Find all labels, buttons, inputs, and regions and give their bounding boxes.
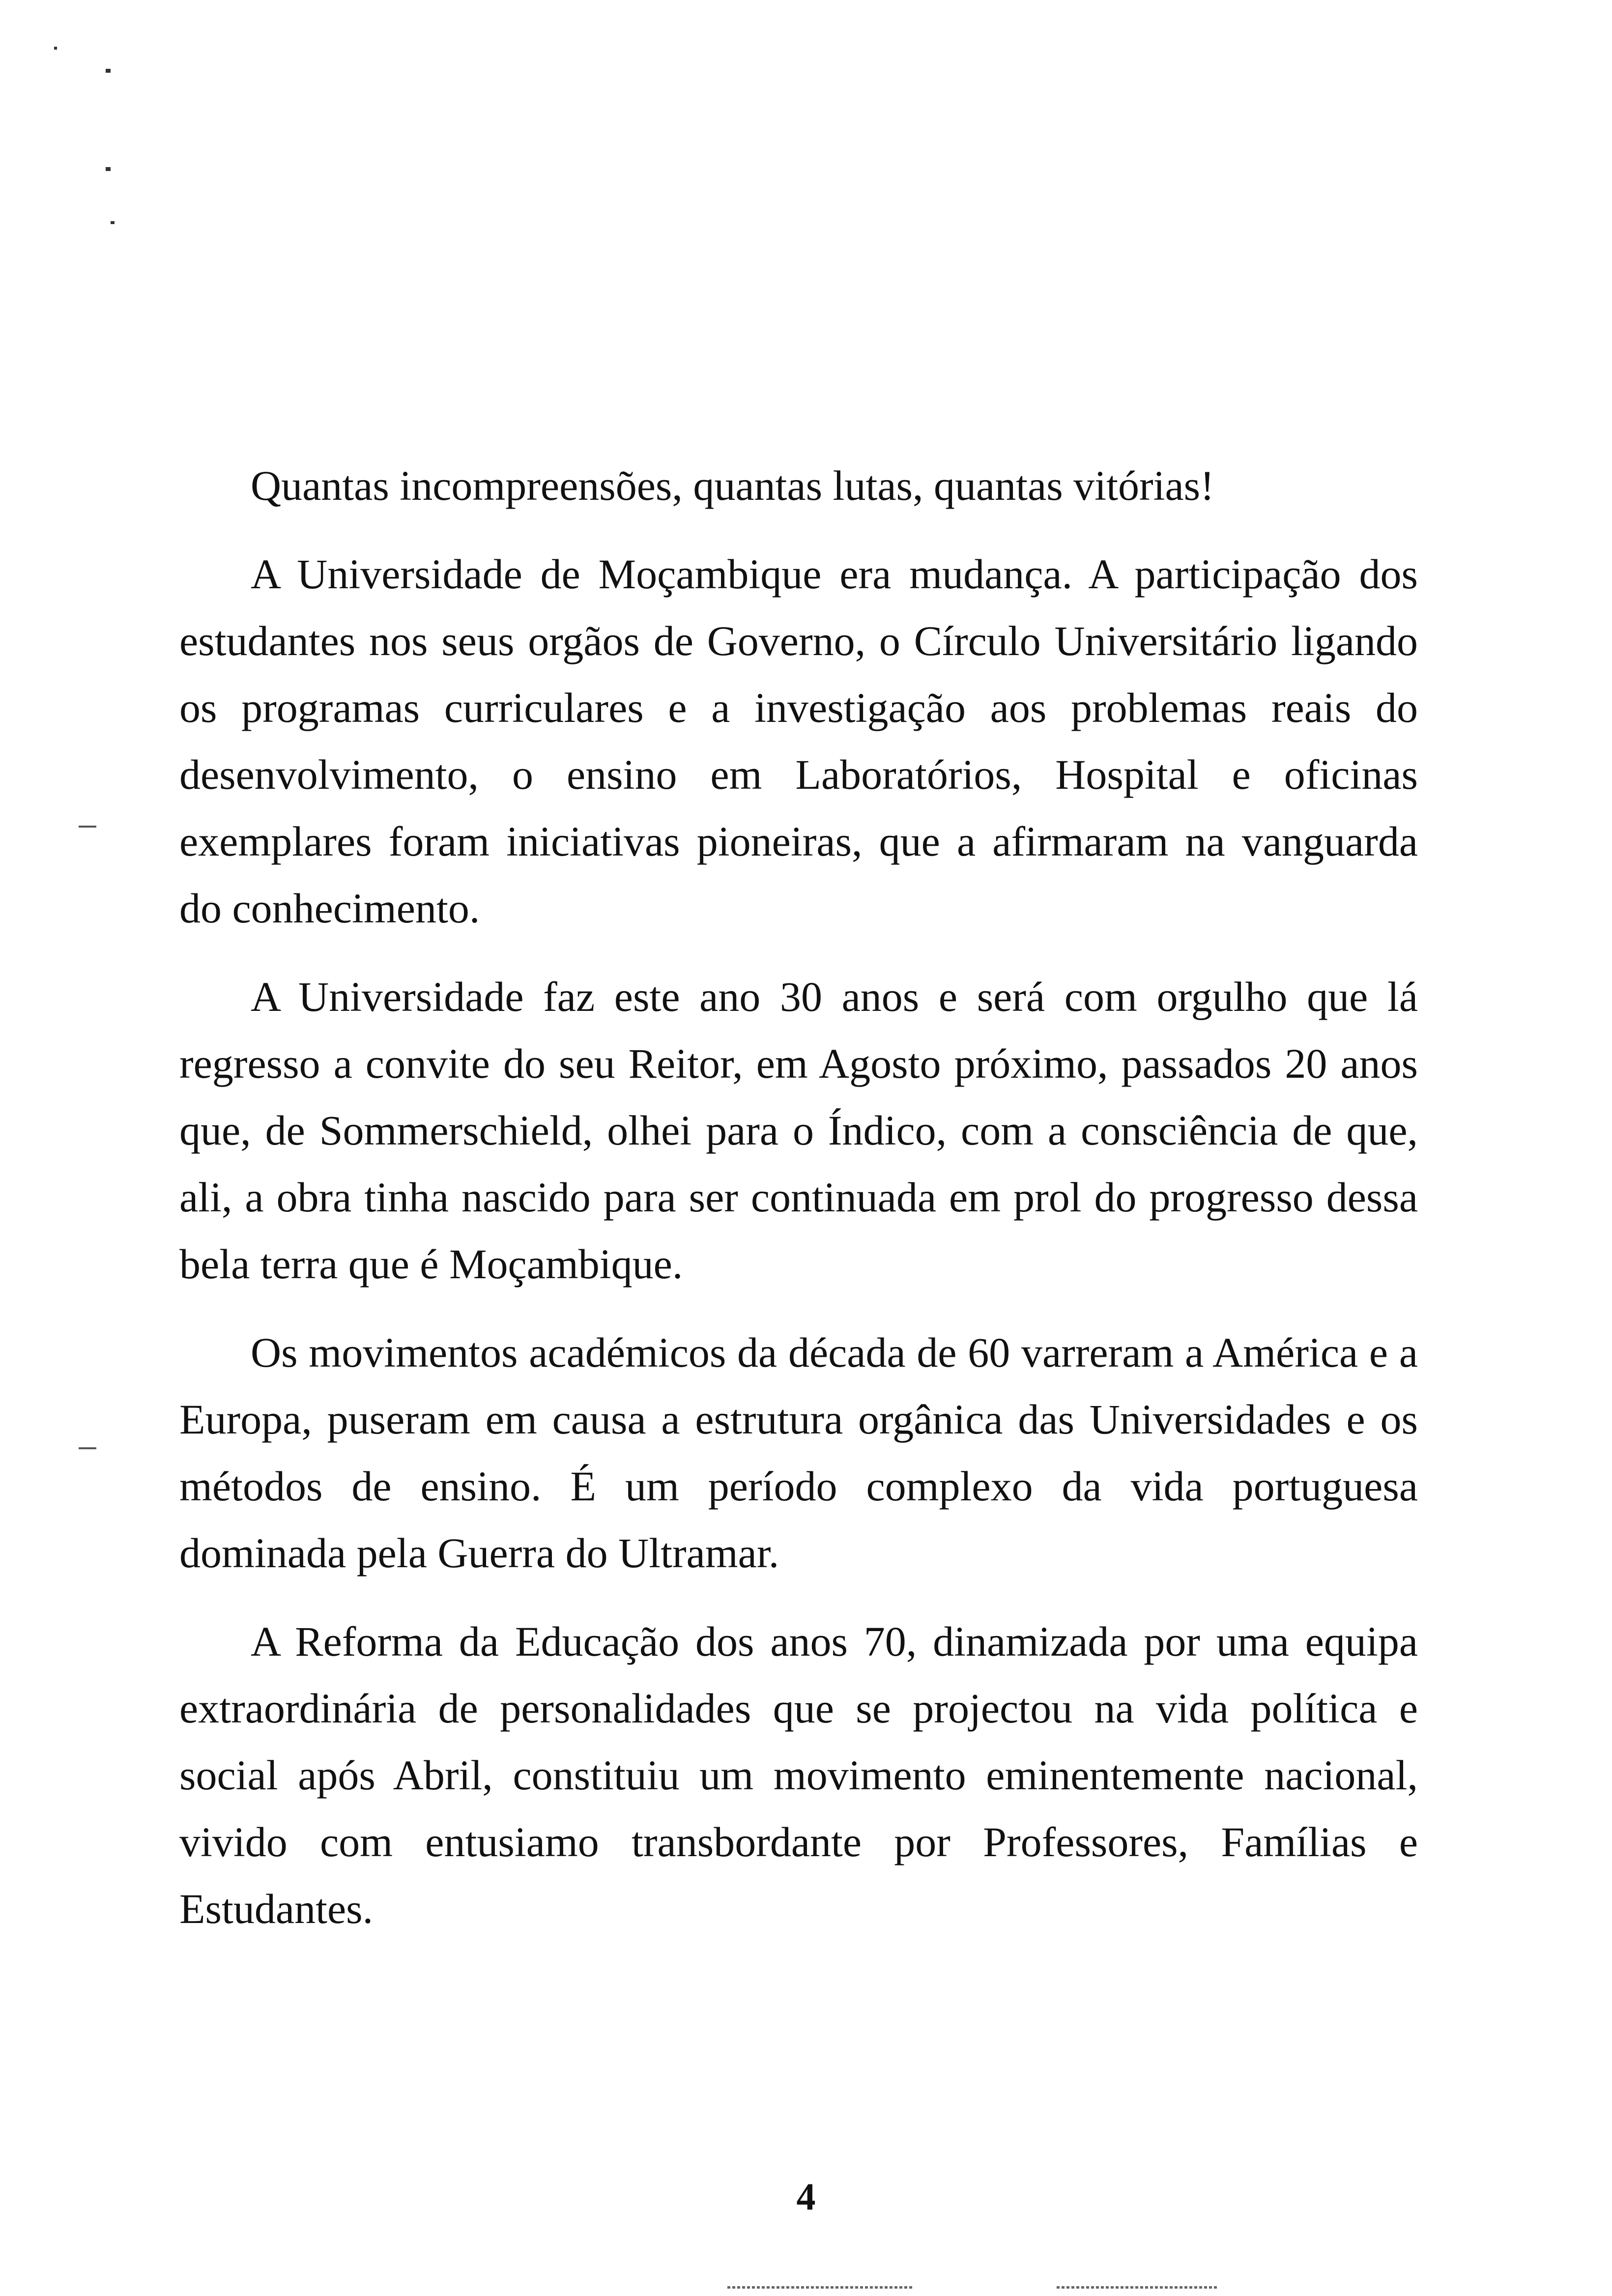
margin-mark [79,826,96,828]
paragraph-5: A Reforma da Educação dos anos 70, dinamizada por uma equipa extraordinária de personalidades que se projectou na vida política e social após Abril, constituiu um movimento eminentemente nacional, vivido com entusiamo transbordante por Professores, Famílias e Estudantes. [179,1618,1418,1932]
paragraph-4: Os movimentos académicos da década de 60 varreram a América e a Europa, puseram em causa a estrutura orgânica das Universidades e os métodos de ensino. É um período complexo da vida portuguesa dominada pela Guerra do Ultramar. [179,1329,1418,1577]
scan-edge-artifact [727,2286,914,2289]
scan-speck [111,221,115,224]
margin-mark [79,1447,96,1449]
paragraph-1: Quantas incompreensões, quantas lutas, quantas vitórias! [251,462,1214,509]
scan-edge-artifact [1057,2286,1219,2289]
page-number: 4 [796,2175,816,2218]
scan-speck [106,69,111,73]
paragraph-3: A Universidade faz este ano 30 anos e será com orgulho que lá regresso a convite do seu Reitor, em Agosto próximo, passados 20 anos que, de Sommerschield, olhei para o Índico, com a consciência de que, ali, a obra tinha nascido para ser continuada em prol do progresso dessa bela terra que é Moçambique. [179,973,1418,1288]
paragraph-2: A Universidade de Moçambique era mudança. A participação dos estudantes nos seus orgãos de Governo, o Círculo Universitário ligando os programas curriculares e a investigação aos problemas reais do desenvolvimento, o ensino em Laboratórios, Hospital e oficinas exemplares foram iniciativas pioneiras, que a afirmaram na vanguarda do conhecimento. [179,550,1418,932]
scan-speck [54,47,57,50]
body-text [179,452,1418,1964]
scan-speck [106,167,111,171]
